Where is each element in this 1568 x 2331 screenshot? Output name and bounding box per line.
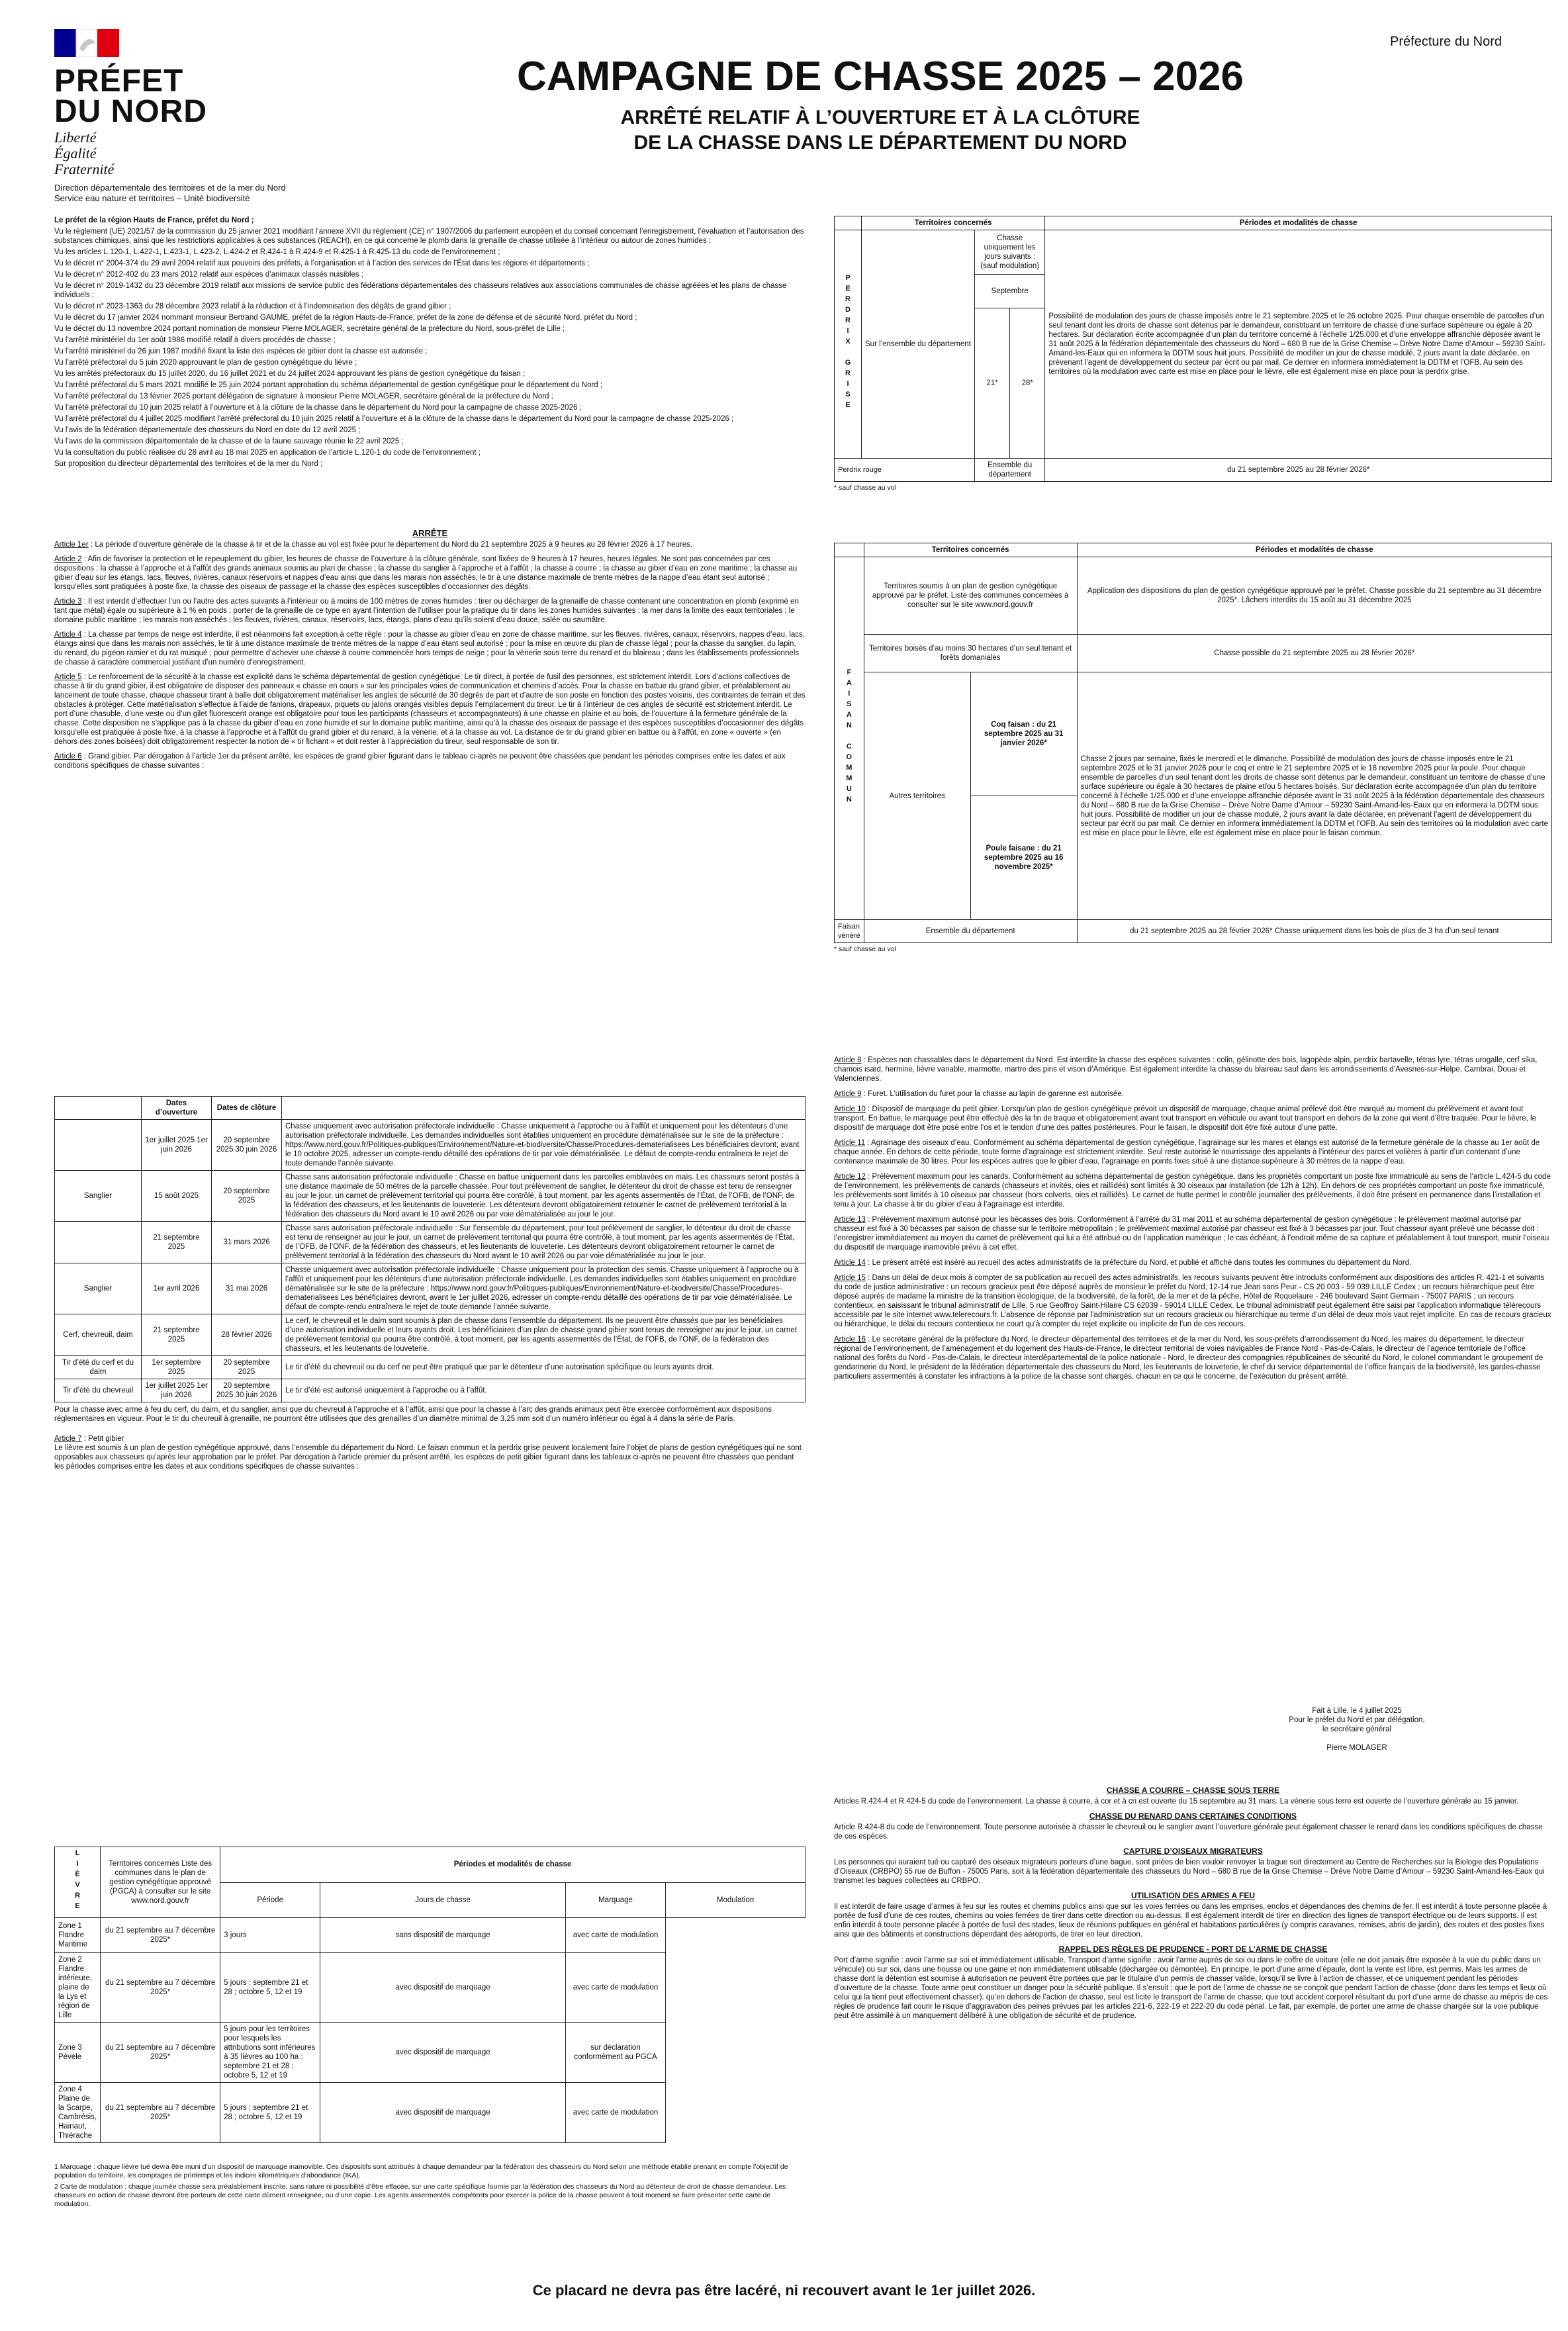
faisan-r1-terr: Territoires soumis à un plan de gestion cynégétique approuvé par le préfet. Liste des communes concernées à consulter sur le site www.nord.gouv.fr (864, 557, 1077, 635)
visa-line: Vu la consultation du public réalisée du 28 avril au 18 mai 2025 en application de l’article L.120-1 du code de l’environnement ; (54, 449, 481, 457)
faisan-r3-terr: Autres territoires (864, 672, 970, 920)
gg-species: Tir d’été du cerf et du daim (55, 1356, 142, 1379)
signature-block (1258, 1706, 1456, 1753)
visa-line: Vu l’arrêté préfectoral du 10 juin 2025 relatif à l’ouverture et à la clôture de la chasse dans le département du Nord pour la campagne de chasse 2025-2026 ; (54, 404, 582, 412)
arrete-title: ARRÊTE (412, 528, 448, 538)
visa-line: Sur proposition du directeur départemental des territoires et de la mer du Nord ; (54, 460, 323, 468)
article-label: Article 10 (834, 1105, 866, 1113)
lievre-h-periodes: Périodes et modalités de chasse (220, 1847, 806, 1883)
visa-line: Vu le décret du 17 janvier 2024 nommant monsieur Bertrand GAUME, préfet de la région Hauts-de-France, préfet de la zone de défense et de sécurité Nord, préfet du Nord ; (54, 314, 637, 322)
lievre-periode: du 21 septembre au 7 décembre 2025* (101, 1953, 220, 2023)
lievre-periode: du 21 septembre au 7 décembre 2025* (101, 1918, 220, 1953)
perdrix-rouge-period: du 21 septembre 2025 au 28 février 2026* (1045, 459, 1552, 482)
perdrix-rouge-territoire: Ensemble du département (975, 459, 1045, 482)
annex-title: CHASSE DU RENARD DANS CERTAINES CONDITIONS (1089, 1811, 1297, 1821)
table-row (55, 1314, 806, 1356)
gg-close: 20 septembre 2025 (212, 1171, 282, 1222)
lievre-marquage: sans dispositif de marquage (320, 1918, 566, 1953)
faisan-venere-terr: Ensemble du département (864, 920, 1077, 943)
annex-title: CHASSE A COURRE – CHASSE SOUS TERRE (1106, 1786, 1280, 1795)
lievre-table (54, 1847, 806, 2209)
visa-line: Vu le décret du 13 novembre 2024 portant nomination de monsieur Pierre MOLAGER, secrétaire général de la préfecture du Nord, sous-préfet de Lille ; (54, 325, 565, 333)
gg-col-open: Dates d’ouverture (142, 1097, 212, 1120)
article-label: Article 8 (834, 1056, 862, 1064)
faisan-table (834, 543, 1552, 954)
article-label: Article 9 (834, 1090, 862, 1098)
lievre-footnote-1: 1 Marquage : chaque lièvre tué devra être muni d’un dispositif de marquage inamovible. Ces dispositifs sont attribués à chaque demandeur par la fédération des chasseurs du Nord selon une méthode établie prenant en compte l’objectif de population du territoire, les comptages de printemps et les indices kilométriques d’abondance (IKA). (54, 2163, 788, 2179)
gg-cond: Chasse sans autorisation préfectorale individuelle : Sur l’ensemble du département, pour tout prélèvement de sanglier, le détenteur du droit de chasse est tenu de renseigner au jour le jour, un carnet de prélèvement territorial qui pourra être contrôlé, à tout moment, par les agents assermentés de l’État, de l’OFB, de l’ONF, de la fédération des chasseurs, et les lieutenants de louveterie. Les détenteurs devront obligatoirement retourner le carnet de prélèvement territorial à la fédération des chasseurs du Nord avant le 10 avril 2026 ou par voie dématérialisée au jour le jour. (282, 1222, 806, 1263)
lievre-modulation: avec carte de modulation (566, 1918, 666, 1953)
article (54, 630, 806, 667)
article-7-text: Le lièvre est soumis à un plan de gestion cynégétique approuvé, dans l’ensemble du département du Nord. Le faisan commun et la perdrix grise peuvent localement faire l’objet de plans de gestion cynégétiques qui ne sont opposables aux chasseurs qu’après leur approbation par le préfet. Par dérogation à l’article premier du présent arrêté, les espèces de petit gibier figurant dans les tableaux ci-après ne peuvent être chassées que pendant les périodes comprises entre les dates et aux conditions spécifiques de chasse suivantes : (54, 1444, 802, 1471)
lievre-jours: 5 jours pour les territoires pour lesquels les attributions sont inférieures à 35 lièvres au 100 ha : septembre 21 et 28 ; octobre 5, 12 et 19 (220, 2023, 320, 2083)
table-row (55, 2023, 806, 2083)
visa-line: Vu l’arrêté préfectoral du 13 février 2025 portant délégation de signature à monsieur Pierre MOLAGER, secrétaire général de la préfecture du Nord ; (54, 392, 553, 400)
lievre-zone: Zone 4 Plaine de la Scarpe, Cambrésis, Hainaut, Thiérache (55, 2083, 101, 2143)
subtitle-1: ARRÊTÉ RELATIF À L’OUVERTURE ET À LA CLÔTURE (620, 107, 1140, 128)
perdrix-vertical-label: PERDRIX GRISE (835, 230, 862, 459)
visa-line: Vu les arrêtés préfectoraux du 15 juillet 2020, du 16 juillet 2021 et du 24 juillet 2024 approuvant les plans de gestion cynégétique du faisan ; (54, 370, 526, 378)
gg-close: 20 septembre 2025 30 juin 2026 (212, 1379, 282, 1402)
gg-species (55, 1120, 142, 1171)
grand-gibier-table (54, 1096, 806, 1471)
lievre-marquage: avec dispositif de marquage (320, 2083, 566, 2143)
gg-close: 31 mars 2026 (212, 1222, 282, 1263)
annex-block (834, 1780, 1552, 2025)
article-label: Article 2 (54, 555, 82, 563)
lievre-periode: du 21 septembre au 7 décembre 2025* (101, 2083, 220, 2143)
article-text: : Le secrétaire général de la préfecture du Nord, le directeur départemental des territoires et de la mer du Nord, les sous-préfets d’arrondissement du Nord, les maires du département, le directeur régional de l’environnement, de l’aménagement et du logement des Hauts-de-France, le directeur territorial de voies navigables de France Nord - Pas-de-Calais, le directeur de l’agence territoriale de l’office national des forêts du Nord - Pas-de-Calais, le directeur interdépartemental de la police nationale - Nord, le directeur des compagnies républicaines de sécurité du Nord, le colonel commandant le groupement de gendarmerie du Nord, le président de la fédération départementale des chasseurs du Nord, les lieutenants de louveterie, le chef du service départemental de l’office français de la biodiversité, les gardes-chasse particuliers assermentés à constater les infractions à la police de la chasse sont chargés, chacun en ce qui le concerne, de l’exécution du présent arrêté. (834, 1336, 1544, 1381)
gg-close: 28 février 2026 (212, 1314, 282, 1356)
table-row (55, 1171, 806, 1222)
gg-cond: Chasse sans autorisation préfectorale individuelle : Chasse en battue uniquement dans les parcelles emblavées en maïs. Les chasseurs seront postés à une distance maximale de 50 mètres de la parcelle chassée. Pour tout prélèvement de sanglier, le détenteur du droit de chasse est tenu de renseigner au jour le jour, un carnet de prélèvement territorial qui pourra être contrôlé, à tout moment, par les agents assermentés de l’État, de l’OFB, de l’ONF, de la fédération des chasseurs, et les lieutenants de louveterie. Les détenteurs devront obligatoirement retourner le carnet de prélèvement territorial à la fédération des chasseurs du Nord avant le 10 avril 2026 ou par voie dématérialisée au jour le jour. (282, 1171, 806, 1222)
faisan-r1-text: Application des dispositions du plan de gestion cynégétique approuvé par le préfet. Chasse possible du 21 septembre au 31 décembre 2025*. Lâchers interdits du 15 août au 31 décembre 2025 (1077, 557, 1551, 635)
article-text: : Dans un délai de deux mois à compter de sa publication au recueil des actes administratifs, les recours suivants peuvent être introduits conformément aux dispositions des articles R. 421-1 et suivants du code de justice administrative : un recours gracieux peut être déposé auprès de monsieur le préfet du Nord, 12-14 rue Jean sans Peur - CS 20 003 - 59 039 LILLE Cedex ; un recours hiérarchique peut être déposé auprès de madame la ministre de la transition écologique, de la biodiversité, de la forêt, de la mer et de la pêche, Hôtel de Roquelaure - 246 boulevard Saint Germain - 75007 PARIS ; un recours contentieux, en saisissant le tribunal administratif de Lille, 5 rue Geoffroy Saint-Hilaire CS 62039 - 59014 LILLE Cedex. Le tribunal administratif peut également être saisi par l’application informatique télérecours accessible par le site internet www.telerecours.fr. L’absence de réponse par l’administration sur un recours gracieux ou hiérarchique au terme d’un délai de deux mois vaut rejet implicite. En cas de recours gracieux ou hiérarchique, le délai du recours contentieux ne court qu’à compter du rejet explicite ou implicite de l’un de ces recours. (834, 1274, 1551, 1328)
article (54, 597, 806, 625)
gg-species (55, 1222, 142, 1263)
annex-title: CAPTURE D’OISEAUX MIGRATEURS (1123, 1847, 1263, 1856)
article-label: Article 4 (54, 631, 82, 639)
lievre-marquage: avec dispositif de marquage (320, 2023, 566, 2083)
gg-open: 1er juillet 2025 1er juin 2026 (142, 1120, 212, 1171)
articles-left (54, 523, 806, 776)
prefet-title: PRÉFET DU NORD (54, 64, 207, 129)
visa-line: Vu l’arrêté ministériel du 26 juin 1987 modifié fixant la liste des espèces de gibier dont la chasse est autorisée ; (54, 347, 428, 355)
article-text: : Le renforcement de la sécurité à la chasse est explicité dans le schéma départemental de gestion cynégétique. Le tir direct, à portée de fusil des personnes, est strictement interdit. Lors d’actions collectives de chasse à tir du grand gibier, il est obligatoire de disposer des panneaux « chasse en cours » sur les principales voies de communication et chemins d’accès. Pour la chasse en battue du grand gibier, et préalablement au lancement de toute chasse, chaque chasseur tirant à balle doit obligatoirement matérialiser les angles de sécurité de 30 degrés de part et d’autre de son poste en fonction des postes voisins, des contraintes de terrain et des obstacles à protéger. Cette matérialisation s’effectue à l’aide de fanions, drapeaux, piquets ou jalons orangés visibles depuis l’emplacement du tireur. Le tir à l’intérieur de ces angles de sécurité est strictement interdit. Le port d’une chasuble, d’une veste ou d’un gilet fluorescent orange est obligatoire pour tous les participants (chasseurs et accompagnateurs) à une chasse en plaine et au bois, de l’ouverture à la fermeture générale de la chasse. Cette disposition ne s’applique pas à la chasse du gibier d’eau en zone humide et sur le domaine public maritime, ainsi qu’à la chasse des oiseaux de passage et des espèces susceptibles d’occasionner des dégâts lorsqu’elle est pratiquée à poste fixe, à la chasse à l’approche et à l’affût du grand gibier et du renard, à la vènerie, et à la chasse au vol. La distance de tir du grand gibier en battue ou à l’affût, en zone « ouverte » (en dehors des zones boisées) doit obligatoirement respecter la notion de « tir fichant » et doit rester à l’appréciation du tireur, seul responsable de son tir. (54, 673, 806, 746)
visa-line: Vu l’arrêté préfectoral du 4 juillet 2025 modifiant l’arrêté préfectoral du 10 juin 2025 relatif à l’ouverture et à la clôture de la chasse dans le département du Nord pour la campagne de chasse 2025-2026 ; (54, 415, 734, 423)
gg-species: Tir d’été du chevreuil (55, 1379, 142, 1402)
article-text: : Le présent arrêté est inséré au recueil des actes administratifs de la préfecture du Nord, et publié et affiché dans toutes les communes du département du Nord. (865, 1259, 1412, 1267)
article-label: Article 3 (54, 598, 82, 606)
article-text: : Afin de favoriser la protection et le repeuplement du gibier, les heures de chasse de l’ouverture à la clôture générale, sont fixées de 9 heures à 17 heures, heures légales. Ne sont pas concernées par ces dispositions : la chasse à l’approche et à l’affût des grands animaux soumis au plan de chasse ; la chasse du sanglier à l’approche et à l’affût ; la chasse à courre ; la chasse au gibier d’eau en zone maritime ; la chasse au gibier d’eau sur les étangs, lacs, fleuves, rivières, canaux réservoirs et nappes d’eau ainsi que dans les marais non asséchés, le tir à une distance maximale de trente mètres de la nappe d’eau étant seul autorisé ; lorsqu’elles sont pratiquées à poste fixe, la chasse des oiseaux de passage et la chasse des espèces susceptibles d’occasionner des dégâts. (54, 555, 798, 591)
gg-open: 15 août 2025 (142, 1171, 212, 1222)
lievre-modulation: avec carte de modulation (566, 1953, 666, 2023)
article (834, 1335, 1552, 1381)
gg-close: 20 septembre 2025 (212, 1356, 282, 1379)
perdrix-sub2: Septembre (975, 275, 1045, 308)
lievre-modulation: avec carte de modulation (566, 2083, 666, 2143)
article (54, 555, 806, 592)
gg-cond: Chasse uniquement avec autorisation préfectorale individuelle : Chasse uniquement pour la protection des semis. Chasse uniquement à l’approche ou à l’affût et uniquement pour les détenteurs d’une autorisation préfectorale individuelle. Les demandes individuelles sont établies uniquement en procédure dématérialisée sur le site de la préfecture : https://www.nord.gouv.fr/Politiques-publiques/Environnement/Nature-et-biodiversite/Chasse/Procedures-dematerialisees Les bénéficiaires devront, avant le 1er juillet 2026, adresser un compte-rendu détaillé des opérations de tir par voie dématérialisée. Le défaut de compte-rendu entraînera le rejet de toute demande l’année suivante. (282, 1263, 806, 1314)
perdrix-day-1: 21* (975, 308, 1010, 459)
lievre-footnote-2: 2 Carte de modulation : chaque journée chasse sera préalablement inscrite, sans rature ni possibilité d’être effacée, sur une carte spécifique fournie par la fédération des chasseurs du Nord au détenteur de droit de chasse demandeur. Les chasseurs en action de chasse devront être porteurs de cette carte dûment renseignée, ou d’une copie. Les agents assermentés compétents pour exercer la police de la chasse peuvent à tout moment se faire présenter cette carte de modulation. (54, 2183, 786, 2208)
article-text: : Agrainage des oiseaux d’eau. Conformément au schéma départemental de gestion cynégétique, l’agrainage sur les mares et étangs est autorisé de la fermeture générale de la chasse au 1er août de chaque année. En dehors de cette période, toute forme d’agrainage est strictement interdite. Seul reste autorisé le nourrissage des appelants à l’intérieur des parcs et volières à partir d’un contenant d’une contenance maximale de 30 litres. Pour les espèces autres que le gibier d’eau, l’agrainage en points fixes situé à une distance supérieure à 30 mètres de la nappe d’eau. (834, 1139, 1540, 1166)
article-text: : Furet. L’utilisation du furet pour la chasse au lapin de garenne est autorisée. (861, 1090, 1124, 1098)
gg-cond: Le cerf, le chevreuil et le daim sont soumis à plan de chasse dans l’ensemble du département. Ils ne peuvent être chassés que par les bénéficiaires d’une autorisation individuelle et leurs ayants droit. Les bénéficiaires d’un plan de chasse grand gibier sont tenus de renseigner au jour le jour, un carnet de prélèvement territorial qui pourra être contrôlé, à tout moment, par les agents assermentés de l’État, de l’OFB, de l’ONF, de la fédération des chasseurs, et les lieutenants de louveterie. (282, 1314, 806, 1356)
lievre-zone: Zone 2 Flandre intérieure, plaine de la Lys et région de Lille (55, 1953, 101, 2023)
article (834, 1089, 1552, 1099)
subtitle-2: DE LA CHASSE DANS LE DÉPARTEMENT DU NORD (633, 132, 1127, 154)
faisan-venere-label: Faisan vénéré (835, 920, 864, 943)
article-text: : Il est interdit d’effectuer l’un ou l’autre des actes suivants à l’intérieur ou à moins de 100 mètres de zones humides : tirer ou décharger de la grenaille de chasse contenant une concentration en plomb (exprimé en tant que métal) égale ou supérieure à 1 % en poids ; porter de la grenaille de ce type en ayant l’intention de l’utiliser pour la pratique du tir dans les zones humides suivantes : la mer dans la limite des eaux territoriales ; le domaine public maritime ; les marais non asséchés ; les fleuves, rivières, canaux, réservoirs, lacs, étangs, plans d’eau qu’ils soient d’eau douce, salée ou saumâtre. (54, 598, 799, 624)
faisan-vertical-label: FAISAN COMMUN (835, 557, 864, 920)
lievre-periode: du 21 septembre au 7 décembre 2025* (101, 2023, 220, 2083)
article (834, 1172, 1552, 1209)
lievre-zone: Zone 3 Pévèle (55, 2023, 101, 2083)
perdrix-note: * sauf chasse au vol (834, 484, 896, 492)
article-label: Article 6 (54, 753, 82, 760)
gg-open: 1er septembre 2025 (142, 1356, 212, 1379)
gg-cond: Chasse uniquement avec autorisation préfectorale individuelle : Chasse uniquement à l’approche ou à l’affût et uniquement pour les détenteurs d’une autorisation préfectorale individuelle. Les demandes individuelles sont établies uniquement en procédure dématérialisée sur le site de la préfecture : https://www.nord.gouv.fr/Politiques-publiques/Environnement/Nature-et-biodiversite/Chasse/Procedures-dematerialisees Les bénéficiaires devront, avant le 10 octobre 2025, adresser un compte-rendu détaillé des opérations de tir par voie dématérialisée. Le défaut de compte-rendu entraînera le rejet de toute demande l’année suivante. (282, 1120, 806, 1171)
faisan-r2-terr: Territoires boisés d’au moins 30 hectares d’un seul tenant et forêts domaniales (864, 635, 1077, 672)
lievre-modulation: sur déclaration conformément au PGCA (566, 2023, 666, 2083)
lievre-h-periode: Période (220, 1882, 320, 1918)
visas-block (54, 216, 806, 471)
gg-species: Cerf, chevreuil, daim (55, 1314, 142, 1356)
lievre-zone: Zone 1 Flandre Maritime (55, 1918, 101, 1953)
articles-right (834, 1056, 1552, 1387)
article-text: : Espèces non chassables dans le département du Nord. Est interdite la chasse des espèces suivantes : colin, gélinotte des bois, lagopède alpin, perdrix bartavelle, tétras lyre, tétras urogalle, cerf sika, chamois isard, hermine, lièvre variable, marmotte, martre des pins et vison d’Amérique. Est également interdite la chasse du blaireau sauf dans les arrondissements d’Avesnes-sur-Helpe, Cambrai, Douai et Valenciennes. (834, 1056, 1538, 1083)
faisan-note: * sauf chasse au vol (834, 945, 896, 953)
table-row (55, 1379, 806, 1402)
signature-line2: le secrétaire général (1322, 1725, 1392, 1733)
annex-text: Port d’arme signifie : avoir l’arme sur soi et immédiatement utilisable. Transport d’arme signifie : avoir l’arme auprès de soi ou dans le coffre de voiture (elle ne doit jamais être exposée à la vue du public dans un véhicule) ou sur soi, dans une housse ou une gaine et non immédiatement utilisable (déchargée ou démontée). En principe, le port d’une arme d’épaule, dont la vente est libre, est permis. Mais les armes de chasse dont la détention est soumise à autorisation ne peuvent être portées que par le titulaire d’un permis de chasser valide, lorsqu’il se livre à l’action de chasser, et ce uniquement pendant les périodes d’ouverture de la chasse. Toute arme peut constituer un danger pour la sécurité publique. Il s’ensuit : que le port de l’arme de chasse ne se conçoit que pendant l’action de chasse (donc dans les temps et lieux où celui qui la tient peut effectivement chasser). qu’en dehors de l’action de chasse, seul est licite le transport de l’arme de chasse. que tout accident corporel résultant du port d’une arme de chasse au mépris de ces règles de prudence fait courir le risque d’aggravation des peines prévues par les articles 221-6, 222-19 et 222-20 du code pénal. Le fait, par exemple, de porter une arme de chasse chargée sur la voie publique peut être assimilé à un manquement délibéré à une obligation de sécurité et de prudence. (834, 1956, 1548, 2020)
article-text: : Prélèvement maximum pour les canards. Conformément au schéma départemental de gestion cynégétique, dans les propriétés comportant un poste fixe immatriculé au sens de l’article L.424-5 du code de l’environnement, les prélèvements de canards (chasseurs et invités, oies et raillidés) sont limités à 30 oiseaux par installation (de 12h à 12h). En dehors de ces propriétés comportant un poste fixe immatriculé, les prélèvements sont limités à 10 oiseaux par chasseur (hors colverts, oies et raillidés). Le carnet de hutte permet le contrôle journalier des prélèvements, il doit être présent en permanence dans l’installation et tenu à jour. La chasse à tir du gibier d’eau à l’agrainage est interdite. (834, 1173, 1551, 1209)
article-7-title: : Petit gibier (81, 1435, 124, 1443)
visa-line: Vu le décret n° 2012-402 du 23 mars 2012 relatif aux espèces d’animaux classés nuisibles ; (54, 271, 363, 279)
faisan-h-periodes: Périodes et modalités de chasse (1077, 543, 1551, 557)
visa-line: Vu le décret n° 2019-1432 du 23 décembre 2019 relatif aux missions de service public des fédérations départementales des chasseurs relatives aux associations communales de chasse agréées et les plans de chasse individuels ; (54, 282, 787, 299)
table-row (55, 1356, 806, 1379)
article-label: Article 15 (834, 1274, 866, 1282)
faisan-r3-text: Chasse 2 jours par semaine, fixés le mercredi et le dimanche. Possibilité de modulation des jours de chasse imposés entre le 21 septembre 2025 et le 31 janvier 2026 pour le coq et entre le 21 septembre 2025 et le 16 novembre 2025 pour la poule. Pour chaque ensemble de parcelles d’un seul tenant dont les droits de chasse sont détenus par le demandeur, constituant un territoire de chasse d’une surface supérieure ou égale à 30 hectares de plaine et/ou 5 hectares boisés. Sur déclaration écrite accompagnée d’un plan du territoire concerné à l’échelle 1/25.000 et d’une enveloppe affranchie déposée avant le 31 août 2025 à la fédération départementale des chasseurs du Nord – 680 B rue de la Grise Chemise – Drève Notre Dame d’Amour – 59230 Saint-Amand-les-Eaux qui en informera la DDTM sous huit jours. Possibilité de modifier un jour de chasse modulé, 2 jours avant la date déclarée, en prévenant l’agent de développement du secteur par écrit ou par mail. Ce dernier en informera immédiatement la DDTM et l’OFB. Au sein des territoires où la modulation avec carte est mise en place pour le lièvre, elle est également mise en place pour le faisan commun. (1077, 672, 1551, 920)
perdrix-table (834, 216, 1552, 492)
table-row (55, 1918, 806, 1953)
footer-notice: Ce placard ne devra pas être lacéré, ni recouvert avant le 1er juillet 2026. (532, 2282, 1036, 2299)
faisan-poule: Poule faisane : du 21 septembre 2025 au 16 novembre 2025* (970, 796, 1077, 920)
lievre-h-modulation: Modulation (666, 1882, 806, 1918)
article-label: Article 16 (834, 1336, 866, 1344)
faisan-h-territoires: Territoires concernés (864, 543, 1077, 557)
annex-title: UTILISATION DES ARMES A FEU (1130, 1891, 1256, 1900)
gg-cond: Le tir d’été du chevreuil ou du cerf ne peut être pratiqué que par le détenteur d’une autorisation spécifique ou leurs ayants droit. (282, 1356, 806, 1379)
article (834, 1258, 1552, 1267)
visa-line: Vu l’avis de la commission départementale de la chasse et de la faune sauvage réunie le 22 avril 2025 ; (54, 437, 404, 445)
gg-open: 1er juillet 2025 1er juin 2026 (142, 1379, 212, 1402)
devise: Liberté Égalité Fraternité (54, 129, 115, 177)
page-title: CAMPAGNE DE CHASSE 2025 – 2026 (516, 54, 1244, 99)
article (834, 1215, 1552, 1252)
article (54, 540, 806, 549)
faisan-r2-text: Chasse possible du 21 septembre 2025 au 28 février 2026* (1077, 635, 1551, 672)
table-row (55, 2083, 806, 2143)
article (54, 672, 806, 747)
perdrix-h-periodes: Périodes et modalités de chasse (1045, 216, 1552, 230)
article (834, 1138, 1552, 1166)
article-7 (54, 1434, 806, 1471)
article-label: Article 1er (54, 541, 89, 549)
signature-name: Pierre MOLAGER (1326, 1744, 1387, 1752)
visa-line: Vu le décret n° 2023-1363 du 28 décembre 2023 relatif à la réduction et à l’indemnisation des dégâts de grand gibier ; (54, 302, 451, 310)
table-row (55, 1120, 806, 1171)
lievre-h-territoires: Territoires concernés Liste des communes dans le plan de gestion cynégétique approuvé (PGCA) à consulter sur le site www.nord.gouv.fr (101, 1847, 220, 1918)
article-7-label: Article 7 (54, 1435, 82, 1443)
article-text: : La période d’ouverture générale de la chasse à tir et de la chasse au vol est fixée pour le département du Nord du 21 septembre 2025 à 9 heures au 28 février 2026 à 17 heures. (88, 541, 693, 549)
lievre-jours: 3 jours (220, 1918, 320, 1953)
gg-open: 21 septembre 2025 (142, 1222, 212, 1263)
article-label: Article 14 (834, 1259, 866, 1267)
table-row (55, 1222, 806, 1263)
article-text: : Grand gibier. Par dérogation à l’article 1er du présent arrêté, les espèces de grand gibier figurant dans le tableau ci-après ne peuvent être chassées que pendant les périodes comprises entre les dates et aux conditions spécifiques de chasse suivantes : (54, 753, 786, 770)
lievre-marquage: avec dispositif de marquage (320, 1953, 566, 2023)
perdrix-day-2: 28* (1010, 308, 1045, 459)
gg-col-close: Dates de clôture (212, 1097, 282, 1120)
visa-line: Vu le décret n° 2004-374 du 29 avril 2004 relatif aux pouvoirs des préfets, à l’organisation et à l’action des services de l’État dans les régions et départements ; (54, 259, 590, 267)
perdrix-territoire: Sur l’ensemble du département (862, 230, 975, 459)
gg-species: Sanglier (55, 1263, 142, 1314)
annex-text: Article R.424-8 du code de l’environnement. Toute personne autorisée à chasser le chevreuil ou le sanglier avant l’ouverture générale peut également chasser le renard dans les conditions spécifiques de chasse de ces espèces. (834, 1823, 1543, 1841)
gg-open: 21 septembre 2025 (142, 1314, 212, 1356)
article-text: : Prélèvement maximum autorisé pour les bécasses des bois. Conformément à l’arrêté du 31 mai 2011 et au schéma départemental de gestion cynégétique : le prélèvement maximal autorisé par chasseur est fixé à 30 bécasses par saison de chasse sur le territoire métropolitain ; le prélèvement maximal autorisé par chasseur est fixé à 3 bécasses par jour. Tout chasseur ayant prélevé une bécasse doit : l’enregistrer immédiatement au moyen du carnet de prélèvement qui lui a été attribué ou de l’application numérique ; le cas échéant, à l’endroit même de sa capture et préalablement à tout transport, munir l’oiseau du dispositif de marquage inamovible prévu à cet effet. (834, 1216, 1549, 1252)
article-text: : Dispositif de marquage du petit gibier. Lorsqu’un plan de gestion cynégétique prévoit un dispositif de marquage, chaque animal prélevé doit être marqué au moment du prélèvement et avant tout transport. En battue, le marquage peut être effectué dès la fin de traque et obligatoirement avant tout transport en véhicule ou avant tout transport en dehors de la zone qui vient d’être traquée. Pour le lièvre, le dispositif de marquage doit être posé entre l’os et le tendon d’une des pattes postérieures. Pour le faisan, le dispositif doit être fixé autour d’une patte. (834, 1105, 1537, 1132)
lievre-jours: 5 jours : septembre 21 et 28 ; octobre 5, 12 et 19 (220, 1953, 320, 2023)
perdrix-modalites: Possibilité de modulation des jours de chasse imposés entre le 21 septembre 2025 et le 26 octobre 2025. Pour chaque ensemble de parcelles d’un seul tenant dont les droits de chasse sont détenus par le demandeur, constituant un territoire de chasse d’une surface supérieure ou égale à 20 hectares. Sur déclaration écrite accompagnée d’un plan du territoire concerné à l’échelle 1/25.000 et d’une enveloppe affranchie déposée avant le 31 août 2025 à la fédération départementale des chasseurs du Nord – 680 B rue de la Grise Chemise – Drève Notre Dame d’Amour – 59230 Saint-Amand-les-Eaux qui en informera la DDTM sous huit jours. Possibilité de modifier un jour de chasse modulé, 2 jours avant la date déclarée, en prévenant l’agent de développement du secteur par écrit ou par mail. Ce dernier en informera immédiatement la DDTM et l’OFB. Au sein des territoires où la modulation avec carte est mise en place pour le lièvre, elle est également mise en place pour la perdrix grise. (1045, 230, 1552, 459)
article-text: : La chasse par temps de neige est interdite, il est néanmoins fait exception à cette règle : pour la chasse au gibier d’eau en zone de chasse maritime, sur les fleuves, rivières, canaux, réservoirs, nappes d’eau, lacs, étangs ainsi que dans les marais non asséchés, le tir à une distance maximale de trente mètres de la nappe d’eau étant seul autorisé ; pour la mise en œuvre du plan de chasse légal ; pour la chasse du sanglier, du lapin, du renard, du pigeon ramier et du rat musqué ; pour permettre d’achever une chasse à courre commencée hors temps de neige ; pour la vènerie sous terre du renard et du blaireau ; dans les établissements professionnels de chasse à caractère commercial justifiant d’un numéro d’enregistrement. (54, 631, 805, 666)
annex-text: Les personnes qui auraient tué ou capturé des oiseaux migrateurs porteurs d’une bague, sont priées de bien vouloir renvoyer la bague soit directement au Centre de Recherches sur la Biologie des Populations d’Oiseaux (CRBPO) 55 rue de Buffon - 75005 Paris, soit à la fédération départementale des chasseurs du Nord – 680 B rue de la Grise Chemise – Drève Notre Dame d’Amour – 59230 Saint-Amand-les-Eaux qui transmet les bagues collectées au CRBPO. (834, 1858, 1545, 1885)
gg-note: Pour la chasse avec arme à feu du cerf, du daim, et du sanglier, ainsi que du chevreuil à l’approche et à l’affût, ainsi que pour la chasse à l’arc des grands animaux peut être exercée conformément aux dispositions réglementaires en vigueur. Pour le tir du chevreuil à grenaille, ne pourront être utilisées que des grenailles d’un diamètre minimal de 3,25 mm soit d’un numéro inférieur ou égal à 4 dans la série de Paris. (54, 1406, 772, 1423)
lievre-h-jours: Jours de chasse (320, 1882, 566, 1918)
faisan-venere-text: du 21 septembre 2025 au 28 février 2026* Chasse uniquement dans les bois de plus de 3 ha d’un seul tenant (1077, 920, 1551, 943)
annex-text: Articles R.424-4 et R.424-5 du code de l’environnement. La chasse à courre, à cor et à cri est ouverte du 15 septembre au 31 mars. La vènerie sous terre est ouverte de l’ouverture générale au 15 janvier. (834, 1798, 1519, 1805)
visa-line: Le préfet de la région Hauts de France, préfet du Nord ; (54, 216, 254, 224)
signature-line1: Pour le préfet du Nord et par délégation, (1289, 1716, 1425, 1724)
lievre-h-marquage: Marquage (566, 1882, 666, 1918)
article-label: Article 5 (54, 673, 82, 681)
gg-cond: Le tir d’été est autorisé uniquement à l’approche ou à l’affût. (282, 1379, 806, 1402)
perdrix-rouge-label: Perdrix rouge (835, 459, 975, 482)
prefecture-label: Préfecture du Nord (1390, 34, 1502, 49)
lievre-vertical-label: LIÈVRE (55, 1847, 101, 1918)
article-label: Article 12 (834, 1173, 866, 1181)
gg-open: 1er avril 2026 (142, 1263, 212, 1314)
annex-title: RAPPEL DES RÈGLES DE PRUDENCE - PORT DE L’ARME DE CHASSE (1058, 1944, 1328, 1954)
faisan-coq: Coq faisan : du 21 septembre 2025 au 31 janvier 2026* (970, 672, 1077, 796)
visa-line: Vu l’arrêté préfectoral du 5 mars 2021 modifié le 25 juin 2024 portant approbation du schéma départemental de gestion cynégétique pour le département du Nord ; (54, 381, 603, 389)
annex-text: Il est interdit de faire usage d’armes à feu sur les routes et chemins publics ainsi que sur les voies ferrées ou dans les emprises, enclos et dépendances des chemins de fer. Il est interdit à toute personne placée à portée de fusil d’une de ces routes, chemins ou voies ferrées de tirer dans cette direction ou au-dessus. Il est également interdit de tirer en direction des lignes de transport électrique ou de leurs supports. Il est enfin interdit à toute personne placée à portée de fusil des stades, lieux de réunions publiques en général et habitations particulières (y compris caravanes, remises, abris de jardin), des routes et des postes fixes ainsi que des bâtiments et constructions dépendant des aéroports, de tirer en leur direction. (834, 1903, 1547, 1939)
gg-close: 31 mai 2026 (212, 1263, 282, 1314)
gg-col-species (55, 1097, 142, 1120)
visa-line: Vu l’avis de la fédération départementale des chasseurs du Nord en date du 12 avril 2025 ; (54, 426, 361, 434)
marianne-logo-icon (54, 29, 119, 57)
article (834, 1056, 1552, 1083)
visa-line: Vu l’arrêté ministériel du 1er août 1986 modifié relatif à divers procédés de chasse ; (54, 336, 336, 344)
gg-col-cond (282, 1097, 806, 1120)
article (54, 752, 806, 770)
perdrix-sub1: Chasse uniquement les jours suivants : (sauf modulation) (975, 230, 1045, 275)
article (834, 1273, 1552, 1329)
lievre-jours: 5 jours : septembre 21 et 28 ; octobre 5, 12 et 19 (220, 2083, 320, 2143)
perdrix-h-territoires: Territoires concernés (862, 216, 1045, 230)
gg-species: Sanglier (55, 1171, 142, 1222)
visa-line: Vu l’arrêté préfectoral du 5 juin 2020 approuvant le plan de gestion cynégétique du lièvre ; (54, 359, 357, 367)
table-row (55, 1953, 806, 2023)
signature-place: Fait à Lille, le 4 juillet 2025 (1312, 1707, 1402, 1715)
visa-line: Vu le règlement (UE) 2021/57 de la commission du 25 janvier 2021 modifiant l’annexe XVII du règlement (CE) n° 1907/2006 du parlement européen et du conseil concernant l’enregistrement, l’évaluation et l’autorisation des substances chimiques, ainsi que les restrictions applicables à ces substances (REACH), en ce qui concerne le plomb dans la grenaille de chasse utilisée à l’intérieur ou autour de zones humides ; (54, 228, 804, 245)
direction: Direction départementale des territoires et de la mer du Nord Service eau nature et territoires – Unité biodiversité (54, 183, 286, 203)
gg-close: 20 septembre 2025 30 juin 2026 (212, 1120, 282, 1171)
visa-line: Vu les articles L.120-1, L.422-1, L.423-1, L.423-2, L.424-2 et R.424-1 à R.424-9 et R.425-1 à R.425-13 du code de l’environnement ; (54, 248, 500, 256)
article-label: Article 13 (834, 1216, 866, 1224)
article (834, 1105, 1552, 1132)
table-row (55, 1263, 806, 1314)
article-label: Article 11 (834, 1139, 866, 1147)
